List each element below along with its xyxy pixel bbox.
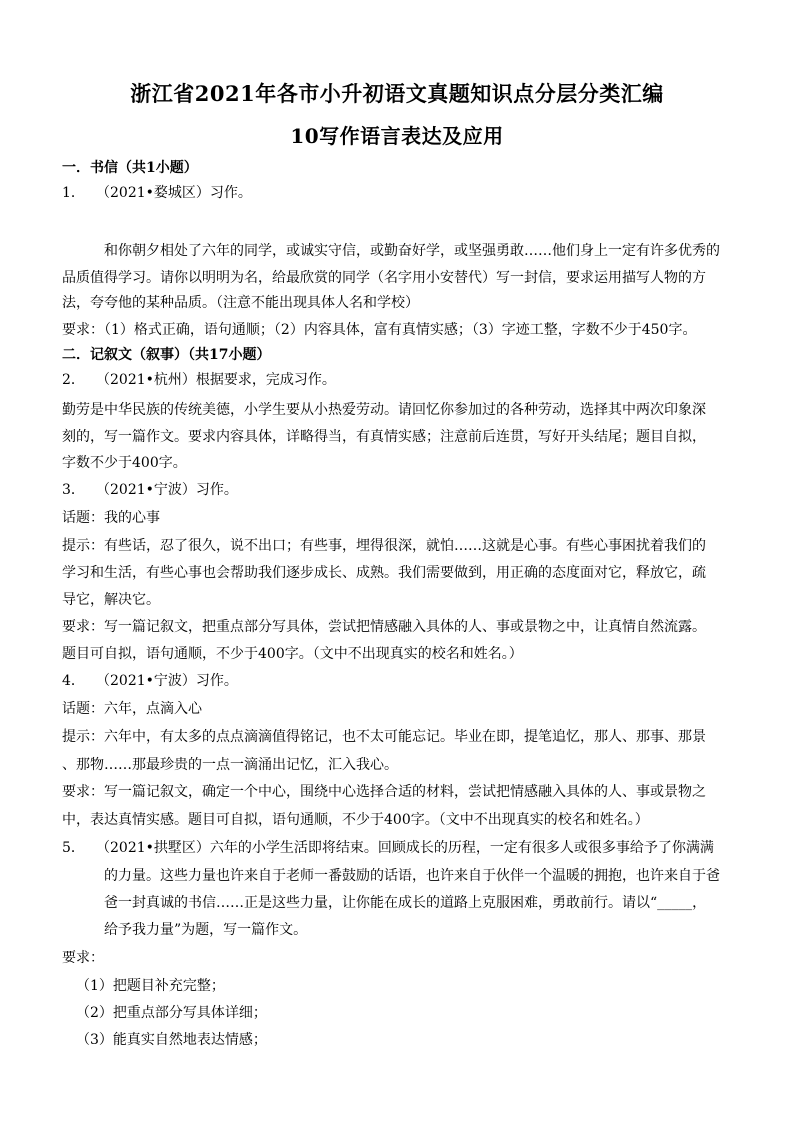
question-number: 3．	[62, 482, 85, 498]
q4-req-line2: 中，表达真情实感。题目可自拟，语句通顺，不少于400字。（文中不出现真实的校名和姓名。）	[62, 812, 649, 828]
question-source: （2021•宁波）习作。	[96, 482, 238, 498]
q2-line3: 字数不少于400字。	[62, 455, 187, 471]
q3-req-line2: 题目可自拟，语句通顺，不少于400字。（文中不出现真实的校名和姓名。）	[62, 646, 523, 662]
question-1-header	[62, 183, 252, 203]
doc-title-line2: 10写作语言表达及应用	[290, 124, 504, 148]
question-number: 1．	[62, 185, 85, 201]
q5-line1-text: （2021•拱墅区）六年的小学生活即将结束。回顾成长的历程，一定有很多人或很多事给予了你满满	[96, 840, 714, 856]
section-heading-letters: 一．书信（共1小题）	[62, 160, 198, 176]
q1-para-line1: 和你朝夕相处了六年的同学，或诚实守信，或勤奋好学，或坚强勇敢……他们身上一定有许多优秀的	[104, 243, 720, 259]
doc-title-line1: 浙江省2021年各市小升初语文真题知识点分层分类汇编	[130, 81, 664, 106]
q3-hint-line1: 提示：有些话，忍了很久，说不出口；有些事，埋得很深，就怕……这就是心事。有些心事困扰着我们的	[62, 538, 706, 554]
q5-line4: 给予我力量”为题，写一篇作文。	[104, 922, 308, 938]
q5-req-item1: （1）把题目补充完整；	[76, 978, 225, 994]
question-source: （2021•宁波）习作。	[96, 673, 238, 689]
q5-line3: 爸一封真诚的书信……正是这些力量，让你能在成长的道路上克服困难，勇敢前行。请以“_____，	[104, 895, 707, 911]
question-number: 5．	[62, 840, 85, 856]
q3-hint-line2: 学习和生活，有些心事也会帮助我们逐步成长、成熟。我们需要做到，用正确的态度面对它，释放它，疏	[62, 565, 706, 581]
question-2-header	[62, 370, 336, 390]
q2-line2: 刻的，写一篇作文。要求内容具体，详略得当，有真情实感；注意前后连贯，写好开头结尾；题目自拟，	[62, 429, 706, 445]
q5-req-item2: （2）把重点部分写具体详细；	[76, 1005, 267, 1021]
question-5-line1	[62, 838, 714, 858]
q4-req-line1: 要求：写一篇记叙文，确定一个中心，围绕中心选择合适的材料，尝试把情感融入具体的人、事或景物之	[62, 784, 706, 800]
question-source: （2021•杭州）根据要求，完成习作。	[96, 372, 336, 388]
q1-para-line3: 法，夸夸他的某种品质。（注意不能出现具体人名和学校）	[62, 295, 419, 311]
q5-req-item3: （3）能真实自然地表达情感；	[76, 1032, 267, 1048]
q4-hint-line1: 提示：六年中，有太多的点点滴滴值得铭记，也不太可能忘记。毕业在即，提笔追忆，那人、那事、那景	[62, 729, 706, 745]
q2-line1: 勤劳是中华民族的传统美德，小学生要从小热爱劳动。请回忆你参加过的各种劳动，选择其中两次印象深	[62, 402, 706, 418]
section-heading-narrative: 二．记叙文（叙事）（共17小题）	[62, 347, 271, 363]
q1-requirements: 要求：（1）格式正确，语句通顺；（2）内容具体，富有真情实感；（3）字迹工整，字数不少于450字。	[62, 322, 697, 338]
question-4-header	[62, 671, 238, 691]
q3-topic: 话题：我的心事	[62, 510, 160, 526]
question-source: （2021•婺城区）习作。	[96, 185, 252, 201]
q5-line2: 的力量。这些力量也许来自于老师一番鼓励的话语，也许来自于伙伴一个温暖的拥抱，也许来自于爸	[104, 868, 720, 884]
q3-req-line1: 要求：写一篇记叙文，把重点部分写具体，尝试把情感融入具体的人、事或景物之中，让真情自然流露。	[62, 619, 706, 635]
question-number: 2．	[62, 372, 85, 388]
question-number: 4．	[62, 673, 85, 689]
q4-topic: 话题：六年，点滴入心	[62, 701, 202, 717]
q1-para-line2: 品质值得学习。请你以明明为名，给最欣赏的同学（名字用小安替代）写一封信，要求运用描写人物的方	[62, 270, 706, 286]
q5-requirements-label: 要求：	[62, 950, 104, 966]
q4-hint-line2: 、那物……那最珍贵的一点一滴涌出记忆，汇入我心。	[62, 757, 398, 773]
q3-hint-line3: 导它，解决它。	[62, 592, 160, 608]
question-3-header	[62, 480, 238, 500]
